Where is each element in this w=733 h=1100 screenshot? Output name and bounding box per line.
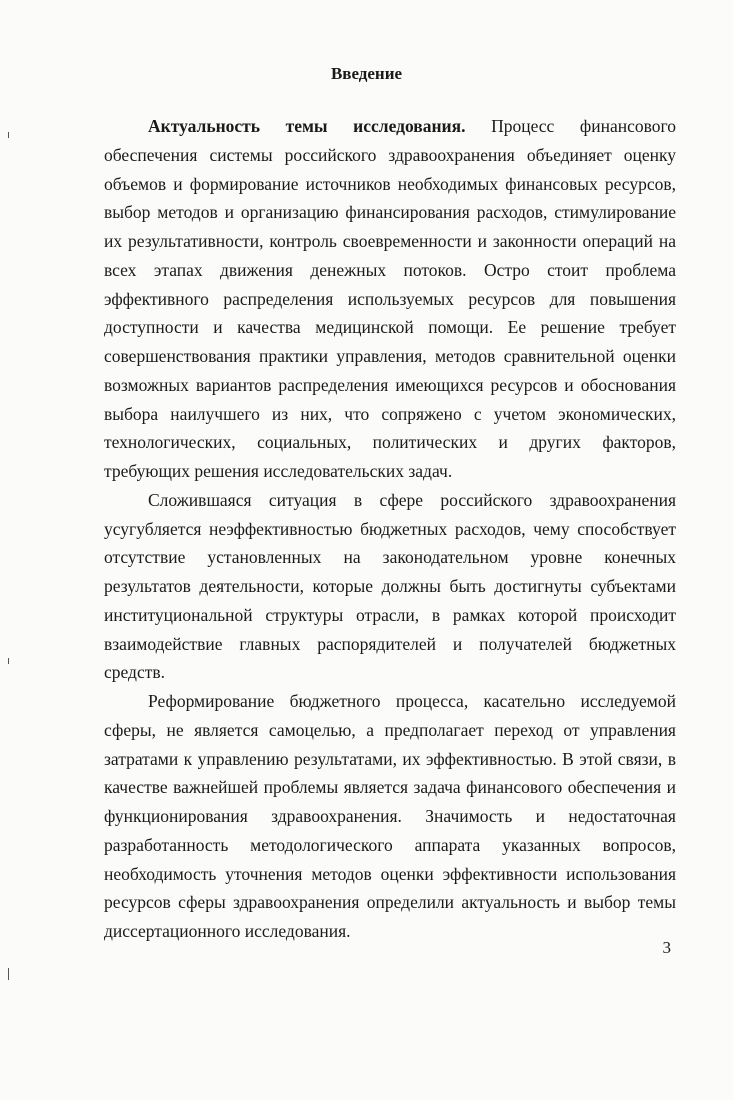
scan-artifact bbox=[8, 658, 9, 664]
paragraph-situation bbox=[104, 486, 676, 687]
section-heading: Введение bbox=[330, 64, 403, 83]
scan-artifact bbox=[8, 968, 9, 980]
scan-artifact bbox=[8, 132, 9, 138]
paragraph-reform bbox=[104, 687, 676, 946]
paragraph-relevance bbox=[104, 112, 676, 486]
paragraph-text: Процесс финансового обеспечения системы российского здравоохранения объединяет оценку объемов и формирование источников необходимых финансовых ресурсов, выбор методов и организацию финансирования расходов, стимулирование их результативности, контроль своевременности и законности операций на всех этапах движения денежных потоков. Остро стоит проблема эффективного распределения используемых ресурсов для повышения доступности и качества медицинской помощи. Ее решение требует совершенствования практики управления, методов сравнительной оценки возможных вариантов распределения имеющихся ресурсов и обоснования выбора наилучшего из них, что сопряжено с учетом экономических, технологических, социальных, политических и других факторов, требующих решения исследовательских задач. bbox=[104, 116, 676, 481]
paragraph-lead: Актуальность темы исследования. bbox=[148, 116, 466, 136]
page-number: 3 bbox=[662, 938, 671, 957]
body-text bbox=[104, 112, 676, 946]
paragraph-text: Реформирование бюджетного процесса, касательно исследуемой сферы, не является самоцелью, а предполагает переход от управления затратами к управлению результатами, их эффективностью. В этой связи, в качестве важнейшей проблемы является задача финансового обеспечения и функционирования здравоохранения. Значимость и недостаточная разработанность методологического аппарата указанных вопросов, необходимость уточнения методов оценки эффективности использования ресурсов сферы здравоохранения определили актуальность и выбор темы диссертационного исследования. bbox=[104, 691, 676, 941]
paragraph-text: Сложившаяся ситуация в сфере российского здравоохранения усугубляется неэффективностью бюджетных расходов, чему способствует отсутствие установленных на законодательном уровне конечных результатов деятельности, которые должны быть достигнуты субъектами институциональной структуры отрасли, в рамках которой происходит взаимодействие главных распорядителей и получателей бюджетных средств. bbox=[104, 489, 676, 683]
